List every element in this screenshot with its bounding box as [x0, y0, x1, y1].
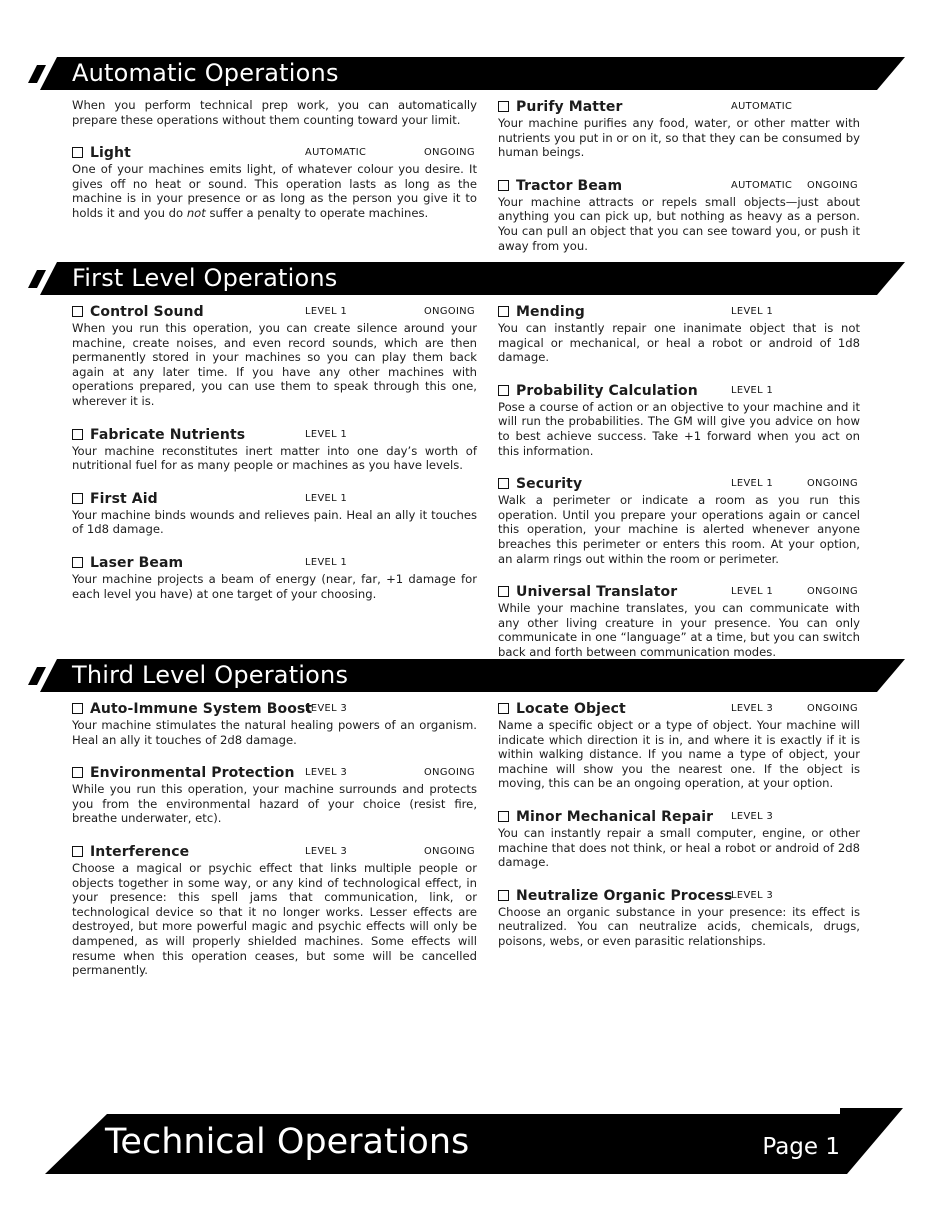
operation-checkbox[interactable] — [498, 811, 509, 822]
operation-mending — [498, 301, 860, 365]
section-intro: When you perform technical prep work, you can automatically prepare these operations without them counting toward your limit. — [72, 98, 477, 127]
operation-header — [498, 698, 860, 717]
operation-purify-matter — [498, 96, 860, 160]
operation-minor-mechanical-repair — [498, 806, 860, 870]
operation-interference — [72, 841, 477, 978]
operation-name: Security — [516, 476, 583, 493]
operation-header — [498, 806, 860, 825]
operation-checkbox[interactable] — [72, 703, 83, 714]
operation-description: Choose a magical or psychic effect that links multiple people or objects together in some way, or any kind of technological effect, in your presence: this spell jams that communication, link, or technological device so that it no longer works. Lesser effects are destroyed, but more powerful magic and psychic effects will only be dampened, as will properly shielded machines. Some effects will resume when this operation ceases, but some will be cancelled permanently. — [72, 860, 477, 978]
operation-tag-ongoing: ONGOING — [807, 478, 858, 490]
operation-tag-level-1: LEVEL 1 — [731, 306, 774, 317]
operation-description: When you run this operation, you can create silence around your machine, create noises, and even record sounds, which are then permanently stored in your machines so you can play them back again at any later time. If you have any other machines with operations prepared, you can use them to speak through this one, wherever it is. — [72, 321, 477, 408]
sheet-title: Technical Operations — [105, 1122, 470, 1162]
operation-tag-level-1: LEVEL 1 — [731, 384, 774, 396]
operation-tag-level-1: LEVEL 1 — [305, 428, 348, 440]
operation-description: While your machine translates, you can communicate with any other living creature in your presence. You can only communicate in one “language” at a time, but you can switch back and forth between communication modes. — [498, 601, 860, 659]
operation-neutralize-organic-process — [498, 885, 860, 949]
operation-name: Fabricate Nutrients — [90, 426, 246, 443]
operation-tag-ongoing: ONGOING — [424, 306, 475, 317]
operation-header — [498, 380, 860, 399]
operation-description: Choose an organic substance in your presence: its effect is neutralized. You can neutralize acids, chemicals, drugs, poisons, webs, or even parasitic relationships. — [498, 904, 860, 948]
operation-description: Your machine attracts or repels small objects—just about anything you can pick up, but nothing as heavy as a person. You can pull an object that you can see toward you, or push it away from you. — [498, 194, 860, 253]
operation-description: While you run this operation, your machine surrounds and protects you from the environmental hazard of your choice (resist fire, breathe underwater, etc). — [72, 782, 477, 826]
operation-tag-level-1: LEVEL 1 — [731, 478, 774, 490]
page-number: Page 1 — [762, 1134, 840, 1160]
operation-description: Pose a course of action or an objective to your machine and it will run the probabilities. The GM will give you advice on how to best achieve success. Take +1 forward when you act on this information. — [498, 399, 860, 458]
operation-checkbox[interactable] — [498, 101, 509, 112]
operation-laser-beam — [72, 552, 477, 601]
operation-name: Light — [90, 145, 131, 162]
operation-control-sound — [72, 301, 477, 409]
section-banner — [0, 57, 950, 90]
operation-name: Interference — [90, 843, 190, 860]
operation-description: Name a specific object or a type of object. Your machine will indicate which direction it is in, and where it is exactly if it is within walking distance. If you name a type of object, your machine will show you the nearest one. If the object is moving, this can be an ongoing operation, at your option. — [498, 718, 860, 791]
section-first-level-operations — [0, 262, 950, 660]
operation-tag-level-3: LEVEL 3 — [731, 703, 774, 714]
operation-environmental-protection — [72, 762, 477, 826]
operation-first-aid — [72, 488, 477, 537]
section-columns — [72, 692, 950, 978]
operation-header — [72, 142, 477, 161]
operation-light — [72, 142, 477, 220]
operation-description: Your machine projects a beam of energy (near, far, +1 damage for each level you have) at one target of your choosing. — [72, 571, 477, 601]
operation-tag-automatic: AUTOMATIC — [731, 101, 793, 112]
operation-header — [72, 424, 477, 443]
operation-name: Universal Translator — [516, 584, 678, 601]
operation-header — [498, 96, 860, 115]
operation-checkbox[interactable] — [498, 385, 509, 396]
operation-checkbox[interactable] — [498, 306, 509, 317]
operation-tag-automatic: AUTOMATIC — [731, 179, 793, 191]
operation-name: Minor Mechanical Repair — [516, 808, 714, 825]
operation-tag-level-1: LEVEL 1 — [305, 306, 348, 317]
operation-description: You can instantly repair one inanimate object that is not magical or mechanical, or heal a robot or android of 1d8 damage. — [498, 321, 860, 365]
operation-header — [72, 762, 477, 781]
operation-header — [72, 841, 477, 860]
column-right — [498, 96, 860, 253]
operation-header — [72, 552, 477, 571]
operation-header — [498, 581, 860, 600]
column-right — [498, 301, 860, 660]
operation-locate-object — [498, 698, 860, 791]
column-left — [72, 301, 477, 601]
operation-checkbox[interactable] — [72, 429, 83, 440]
operation-name: Auto-Immune System Boost — [90, 701, 313, 717]
operation-header — [72, 698, 477, 717]
operation-name: Control Sound — [90, 304, 204, 320]
operation-auto-immune-system-boost — [72, 698, 477, 747]
operation-tag-ongoing: ONGOING — [807, 586, 858, 598]
operation-checkbox[interactable] — [72, 557, 83, 568]
operation-name: Neutralize Organic Process — [516, 887, 733, 904]
operation-description: Your machine stimulates the natural healing powers of an organism. Heal an ally it touches of 2d8 damage. — [72, 718, 477, 747]
operation-tag-ongoing: ONGOING — [424, 147, 475, 159]
operation-tag-ongoing: ONGOING — [807, 703, 858, 714]
operation-tag-ongoing: ONGOING — [807, 179, 858, 191]
operation-tag-ongoing: ONGOING — [424, 767, 475, 779]
operation-tag-level-3: LEVEL 3 — [305, 767, 348, 779]
operation-checkbox[interactable] — [72, 147, 83, 158]
operation-tractor-beam — [498, 175, 860, 253]
section-banner — [0, 659, 950, 692]
operation-tag-level-3: LEVEL 3 — [731, 889, 774, 901]
operation-header — [498, 301, 860, 320]
operation-checkbox[interactable] — [72, 493, 83, 504]
operation-tag-level-1: LEVEL 1 — [731, 586, 774, 598]
section-title: Third Level Operations — [72, 661, 349, 689]
operation-header — [498, 885, 860, 904]
operation-fabricate-nutrients — [72, 424, 477, 473]
operation-description: Your machine purifies any food, water, or other matter with nutrients you put in or on it, so that they can be consumed by human beings. — [498, 116, 860, 160]
operation-header — [72, 488, 477, 507]
operation-name: Environmental Protection — [90, 765, 295, 782]
operation-checkbox[interactable] — [498, 890, 509, 901]
operation-description: Walk a perimeter or indicate a room as you run this operation. Until you prepare your operations again or cancel this operation, your machine is alerted whenever anyone breaches this perimeter or enters this room. At your option, an alarm rings out within the room or perimeter. — [498, 493, 860, 566]
operation-checkbox[interactable] — [72, 767, 83, 778]
operation-name: Locate Object — [516, 701, 626, 717]
operation-tag-level-1: LEVEL 1 — [305, 492, 348, 504]
operation-tag-level-3: LEVEL 3 — [305, 845, 348, 857]
operation-name: Probability Calculation — [516, 382, 698, 399]
column-right — [498, 698, 860, 949]
operation-checkbox[interactable] — [498, 586, 509, 597]
operation-checkbox[interactable] — [72, 846, 83, 857]
operation-header — [498, 175, 860, 194]
operation-name: First Aid — [90, 490, 158, 507]
operation-header — [72, 301, 477, 320]
operation-description: One of your machines emits light, of whatever colour you desire. It gives off no heat or sound. This operation lasts as long as the machine is in your presence or as long as the person you give it to holds it and you do not suffer a penalty to operate machines. — [72, 162, 477, 220]
operation-description: Your machine reconstitutes inert matter into one day’s worth of nutritional fuel for as many people or machines as you have levels. — [72, 443, 477, 473]
operation-description: You can instantly repair a small computer, engine, or other machine that does not think, or heal a robot or android of 2d8 damage. — [498, 825, 860, 870]
operation-tag-level-1: LEVEL 1 — [305, 556, 348, 568]
operation-description: Your machine binds wounds and relieves pain. Heal an ally it touches of 1d8 damage. — [72, 507, 477, 537]
operation-security — [498, 473, 860, 566]
section-banner — [0, 262, 950, 295]
operation-checkbox[interactable] — [498, 703, 509, 714]
operation-tag-level-3: LEVEL 3 — [731, 810, 774, 822]
operation-checkbox[interactable] — [72, 306, 83, 317]
operation-universal-translator — [498, 581, 860, 659]
operation-probability-calculation — [498, 380, 860, 458]
column-left — [72, 698, 477, 978]
operation-checkbox[interactable] — [498, 180, 509, 191]
operation-name: Purify Matter — [516, 99, 623, 115]
column-left — [72, 96, 477, 221]
operation-name: Laser Beam — [90, 554, 184, 571]
operation-tag-ongoing: ONGOING — [424, 845, 475, 857]
section-third-level-operations — [0, 659, 950, 978]
operation-tag-level-3: LEVEL 3 — [305, 703, 348, 714]
section-automatic-operations — [0, 57, 950, 253]
operation-header — [498, 473, 860, 492]
operation-name: Tractor Beam — [516, 177, 623, 194]
section-columns — [72, 90, 950, 253]
operation-checkbox[interactable] — [498, 478, 509, 489]
footer-banner — [0, 1108, 950, 1176]
section-title: Automatic Operations — [72, 59, 339, 87]
operation-name: Mending — [516, 304, 585, 320]
section-title: First Level Operations — [72, 264, 338, 292]
section-columns — [72, 295, 950, 660]
operation-tag-automatic: AUTOMATIC — [305, 147, 367, 159]
